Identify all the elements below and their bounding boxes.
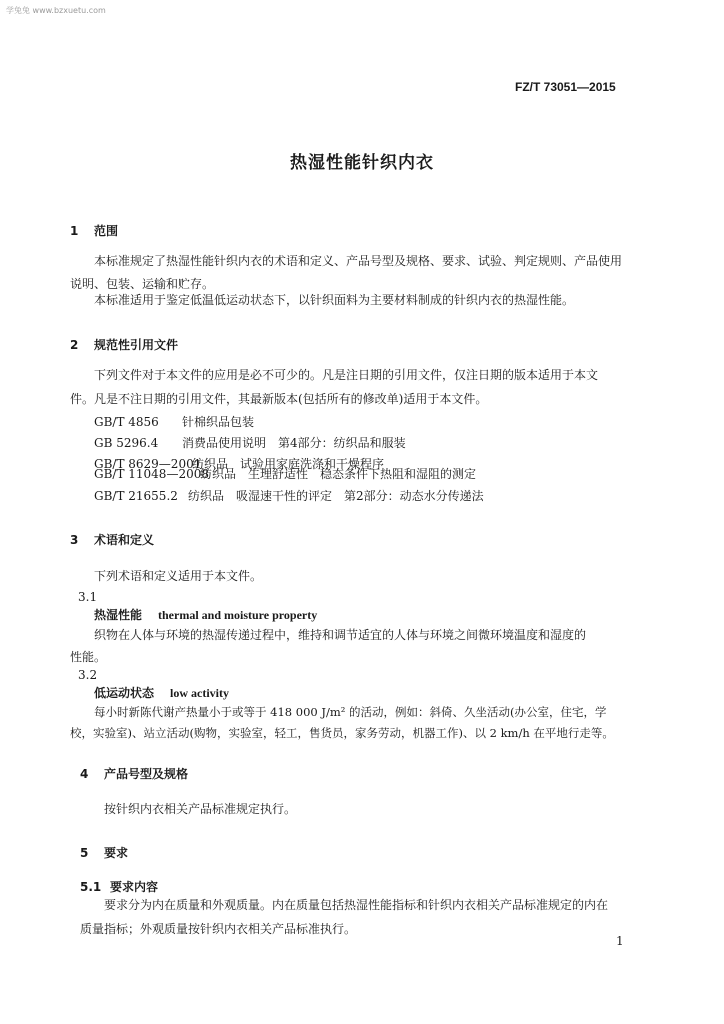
section-2-heading	[70, 336, 178, 353]
paragraph: 下列术语和定义适用于本文件。	[94, 569, 263, 583]
section-5-heading	[80, 844, 128, 861]
reference-item	[94, 413, 254, 430]
reference-code: GB/T 21655.2	[94, 489, 178, 503]
section-number: 5	[80, 846, 89, 860]
reference-code: GB/T 8629—2001	[94, 457, 202, 471]
reference-code: GB/T 11048—2008	[94, 467, 209, 481]
section-title: 要求内容	[110, 880, 159, 894]
paragraph: 说明、包装、运输和贮存。	[70, 277, 215, 291]
term-en: thermal and moisture property	[158, 608, 318, 622]
section-title: 产品号型及规格	[104, 767, 189, 781]
subclause-number: 3.1	[78, 590, 98, 604]
reference-code: GB 5296.4	[94, 436, 159, 450]
reference-code: GB/T 4856	[94, 415, 159, 429]
paragraph: 本标准规定了热湿性能针织内衣的术语和定义、产品号型及规格、要求、试验、判定规则、产品使用	[94, 254, 623, 268]
watermark: 学兔兔 www.bzxuetu.com	[6, 6, 106, 15]
section-title: 要求	[104, 846, 129, 860]
reference-title: 纺织品 试验用家庭洗涤和干燥程序	[192, 457, 385, 471]
paragraph: 本标准适用于鉴定低温低运动状态下，以针织面料为主要材料制成的针织内衣的热湿性能。	[94, 293, 575, 307]
term-en: low activity	[170, 686, 230, 700]
subsection-5-1-heading	[80, 878, 158, 895]
paragraph: 件。凡是不注日期的引用文件，其最新版本(包括所有的修改单)适用于本文件。	[70, 392, 488, 406]
term-zh: 低运动状态	[94, 686, 155, 700]
paragraph: 要求分为内在质量和外观质量。内在质量包括热湿性能指标和针织内衣相关产品标准规定的内在	[104, 898, 609, 912]
section-1-heading	[70, 222, 118, 239]
reference-title: 纺织品 吸湿速干性的评定 第2部分：动态水分传递法	[188, 489, 484, 503]
page-number: 1	[616, 934, 624, 948]
section-number: 1	[70, 224, 79, 238]
reference-item	[94, 465, 476, 482]
term-definition: 性能。	[70, 650, 107, 664]
term-definition: 每小时新陈代谢产热量小于或等于 418 000 J/m² 的活动，例如：斜倚、久坐活动(办公室，住宅，学	[94, 705, 607, 719]
reference-title: 消费品使用说明 第4部分：纺织品和服装	[182, 436, 406, 450]
reference-item	[94, 487, 484, 504]
paragraph: 质量指标；外观质量按针织内衣相关产品标准执行。	[80, 922, 357, 936]
reference-title: 针棉织品包装	[182, 415, 255, 429]
section-title: 规范性引用文件	[94, 338, 179, 352]
reference-title: 纺织品 生理舒适性 稳态条件下热阻和湿阻的测定	[200, 467, 477, 481]
section-title: 范围	[94, 224, 119, 238]
section-title: 术语和定义	[94, 533, 155, 547]
section-number: 4	[80, 767, 89, 781]
section-number: 3	[70, 533, 79, 547]
section-3-heading	[70, 531, 154, 548]
term-heading	[94, 606, 317, 623]
term-heading	[94, 684, 229, 701]
term-definition: 织物在人体与环境的热湿传递过程中，维持和调节适宜的人体与环境之间微环境温度和湿度的	[94, 628, 587, 642]
paragraph: 下列文件对于本文件的应用是必不可少的。凡是注日期的引用文件，仅注日期的版本适用于本文	[94, 368, 599, 382]
section-number: 5.1	[80, 880, 102, 894]
term-zh: 热湿性能	[94, 608, 143, 622]
document-code: FZ/T 73051—2015	[515, 80, 616, 94]
document-title: 热湿性能针织内衣	[290, 153, 434, 173]
section-number: 2	[70, 338, 79, 352]
paragraph: 按针织内衣相关产品标准规定执行。	[104, 802, 297, 816]
section-4-heading	[80, 765, 188, 782]
term-definition: 校，实验室)、站立活动(购物，实验室，轻工，售货员，家务劳动，机器工作)、以 2 km/h 在平地行走等。	[70, 726, 614, 740]
reference-item	[94, 434, 406, 451]
subclause-number: 3.2	[78, 668, 98, 682]
